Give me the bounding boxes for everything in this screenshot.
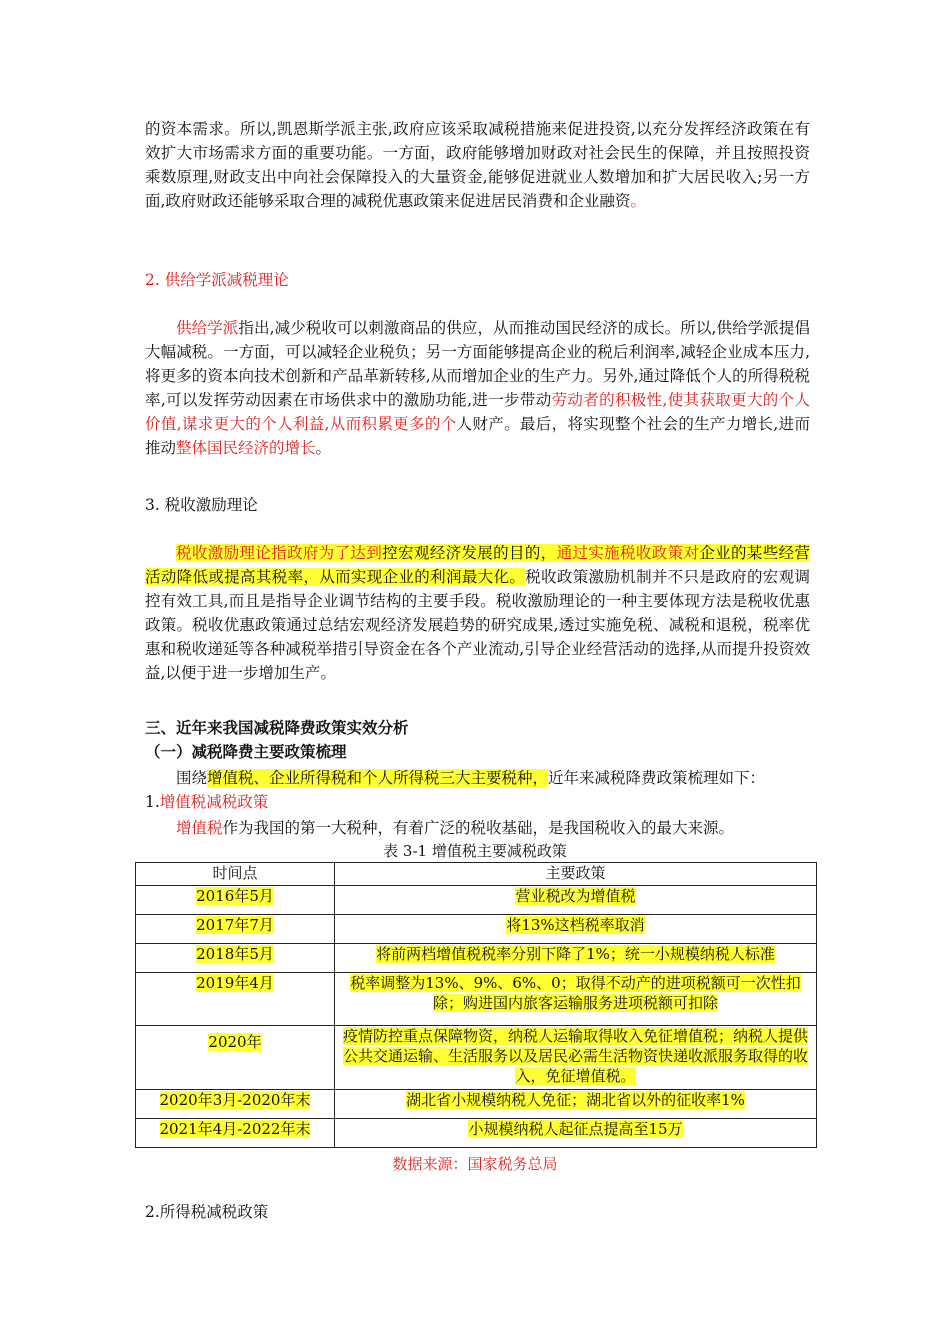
data-source: 数据来源：国家税务总局 (392, 1155, 558, 1173)
paragraph-text: 的资本需求。所以,凯恩斯学派主张,政府应该采取减税措施来促进投资,以充分发挥经济政策在有效扩大市场需求方面的重要功能。一方面，政府能够增加财政对社会民生的保障，并且按照投资乘数原理,财政支出中向社会保障投入的大量资金,能够促进就业人数增加和扩大居民收入;另一方面,政府财政还能够采取合理的减税优惠政策来促进居民消费和企业融资 (145, 120, 810, 210)
paragraph-text: 近年来减税降费政策梳理如下： (548, 769, 766, 787)
paragraph-text: 人财产。最后，将实现整个社会的生产力增长,进而推动 (145, 415, 810, 457)
table-row (136, 1026, 817, 1090)
cell-policy: 将前两档增值税税率分别下降了1%；统一小规模纳税人标准 (335, 944, 817, 973)
paragraph-vat (145, 816, 810, 840)
red-phrase: 劳动者的积极性,使其获取更大的个人价值,谋求更大的个人利益,从而积累更多的个 (145, 391, 810, 433)
table-row (136, 1119, 817, 1148)
paragraph-text: 指出,减少税收可以刺激商品的供应，从而推动国民经济的成长。所以,供给学派提倡大幅减税。一方面，可以减轻企业税负；另一方面能够提高企业的税后利润率,减轻企业成本压力,将更多的资本向技术创新和产品革新转移,从而增加企业的生产力。另外,通过降低个人的所得税税率,可以发挥劳动因素在市场供求中的激励功能,进一步带动 (145, 319, 810, 409)
table-header-row (136, 863, 817, 886)
item-number: 1. (145, 793, 160, 811)
paragraph-text: 税收政策激励机制并不只是政府的宏观调控有效工具,而且是指导企业调节结构的主要手段。税收激励理论的一种主要体现方法是税收优惠政策。税收优惠政策通过总结宏观经济发展趋势的研究成果,透过实施免税、减税和退税，税率优惠和税收递延等各种减税举措引导资金在各个产业流动,引导企业经营活动的选择,从而提升投资效益,以便于进一步增加生产。 (145, 568, 810, 682)
paragraph-tax-incentive (145, 541, 810, 685)
term-vat: 增值税 (176, 819, 223, 837)
heading-tax-incentive: 3. 税收激励理论 (145, 496, 258, 514)
highlighted-phrase: 企业的某些经营活动降低或提高其税率，从而实现企业的利润最大化。 (145, 544, 810, 586)
paragraph-end-mark: 。 (630, 192, 646, 210)
term-supply-side: 供给学派 (176, 319, 239, 337)
cell-policy: 疫情防控重点保障物资，纳税人运输取得收入免征增值税；纳税人提供公共交通运输、生活服务以及居民必需生活物资快递收派服务取得的收入，免征增值税。 (335, 1026, 817, 1090)
cell-policy: 将13%这档税率取消 (335, 915, 817, 944)
table-row (136, 1090, 817, 1119)
cell-time: 2016年5月 (136, 886, 335, 915)
highlighted-red-phrase: 通过实施税收政策对 (556, 544, 700, 562)
table-caption: 表 3-1 增值税主要减税政策 (383, 842, 567, 860)
cell-policy: 税率调整为13%、9%、6%、0；取得不动产的进项税额可一次性扣除；购进国内旅客运输服务进项税额可扣除 (335, 973, 817, 1026)
paragraph-text: 作为我国的第一大税种，有着广泛的税收基础，是我国税收入的最大来源。 (222, 819, 735, 837)
cell-time: 2020年3月-2020年末 (136, 1090, 335, 1119)
item-vat-title (145, 790, 268, 812)
cell-policy: 营业税改为增值税 (335, 886, 817, 915)
paragraph-text: 围绕 (176, 769, 208, 787)
vat-policy-table (135, 862, 817, 1148)
paragraph-text: 。 (315, 439, 332, 457)
cell-time: 2018年5月 (136, 944, 335, 973)
table-row (136, 915, 817, 944)
red-phrase: 整体国民经济的增长 (176, 439, 316, 457)
cell-time: 2019年4月 (136, 973, 335, 1026)
heading-supply-side: 2. 供给学派减税理论 (145, 271, 289, 289)
header-cell-policy: 主要政策 (335, 863, 817, 886)
paragraph-supply-side (145, 316, 810, 460)
header-cell-time: 时间点 (136, 863, 335, 886)
highlighted-phrase: 增值税、企业所得税和个人所得税三大主要税种， (207, 769, 549, 787)
cell-time: 2017年7月 (136, 915, 335, 944)
cell-time: 2021年4月-2022年末 (136, 1119, 335, 1148)
item-label: 增值税减税政策 (159, 793, 269, 811)
subsection-title: （一）减税降费主要政策梳理 (145, 742, 347, 761)
cell-policy: 湖北省小规模纳税人免征；湖北省以外的征收率1% (335, 1090, 817, 1119)
item-income-tax-title: 2.所得税减税政策 (145, 1203, 269, 1221)
section-title: 三、近年来我国减税降费政策实效分析 (145, 718, 409, 737)
cell-policy: 小规模纳税人起征点提高至15万 (335, 1119, 817, 1148)
highlighted-red-phrase: 税收激励理论指政府为了达到 (176, 544, 383, 562)
paragraph-intro (145, 766, 815, 790)
table-row (136, 944, 817, 973)
table-row (136, 973, 817, 1026)
table-row (136, 886, 817, 915)
cell-time: 2020年 (136, 1026, 335, 1090)
highlighted-phrase: 控宏观经济发展的目的， (382, 544, 557, 562)
paragraph-keynesian (145, 117, 810, 213)
